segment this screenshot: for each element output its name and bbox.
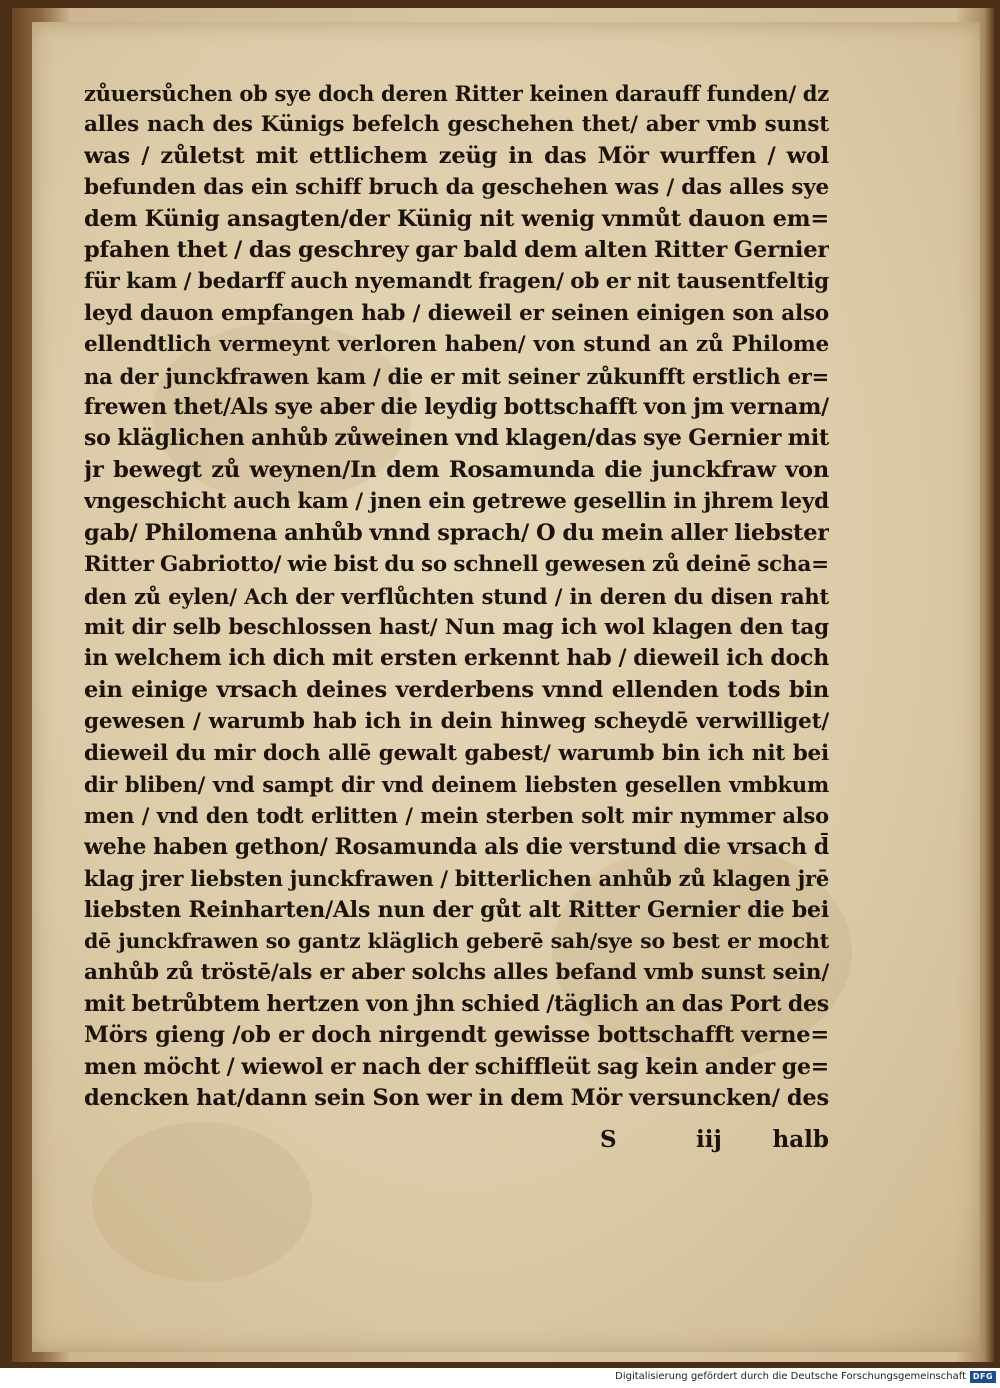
text-line: ellendtlich vermeynt verloren haben/ von stund an zů Philome: [84, 332, 829, 358]
text-line: so kläglichen anhůb zůweinen vnd klagen/das sye Gernier mit: [84, 425, 829, 452]
text-line: klag jrer liebsten junckfrawen / bitterlichen anhůb zů klagen jrē: [84, 866, 829, 892]
text-line: dem Künig ansagten/der Künig nit wenig vnmůt dauon em=: [84, 205, 829, 232]
text-line: jr bewegt zů weynen/In dem Rosamunda die junckfraw von: [84, 456, 829, 483]
text-line: für kam / bedarff auch nyemandt fragen/ ob er nit tausentfeltig: [84, 269, 829, 295]
text-line: vngeschicht auch kam / jnen ein getrewe gesellin in jhrem leyd: [84, 489, 829, 515]
text-line: gab/ Philomena anhůb vnnd sprach/ O du mein aller liebster: [84, 519, 829, 546]
text-line: leyd dauon empfangen hab / dieweil er seinen einigen son also: [84, 300, 829, 326]
text-line: dē junckfrawen so gantz kläglich geberē sah/sye so best er mocht: [84, 928, 829, 953]
body-text: [84, 78, 829, 1114]
funding-credit: Digitalisierung gefördert durch die Deutsche Forschungsgemeinschaft: [615, 1371, 966, 1382]
text-line: wehe haben gethon/ Rosamunda als die verstund die vrsach d̄: [84, 833, 829, 860]
signature-mark: S: [600, 1126, 617, 1153]
text-line: zůuersůchen ob sye doch deren Ritter keinen darauff funden/ dz: [84, 81, 829, 106]
text-line: men möcht / wiewol er nach der schiffleüt sag kein ander ge=: [84, 1053, 829, 1080]
text-line: men / vnd den todt erlitten / mein sterben solt mir nymmer also: [84, 803, 829, 829]
text-line: frewen thet/Als sye aber die leydig bottschafft von jm vernam/: [84, 394, 829, 421]
text-line: pfahen thet / das geschrey gar bald dem alten Ritter Gernier: [84, 237, 829, 264]
text-line: alles nach des Künigs befelch geschehen thet/ aber vmb sunst: [84, 112, 829, 138]
text-line: ein einige vrsach deines verderbens vnnd ellenden tods bin: [84, 676, 829, 703]
text-line: mit betrůbtem hertzen von jhn schied /täglich an das Port des: [84, 990, 829, 1017]
text-line: Mörs gieng /ob er doch nirgendt gewisse bottschafft verne=: [84, 1022, 829, 1049]
page-footer-line: [84, 1126, 829, 1158]
dfg-logo: DFG: [970, 1371, 996, 1383]
text-line: dencken hat/dann sein Son wer in dem Mör versuncken/ des: [84, 1085, 829, 1111]
text-line: na der junckfrawen kam / die er mit seiner zůkunfft erstlich er=: [84, 363, 829, 389]
text-line: mit dir selb beschlossen hast/ Nun mag ich wol klagen den tag: [84, 614, 829, 640]
text-line: Ritter Gabriotto/ wie bist du so schnell gewesen zů deinē scha=: [84, 552, 829, 578]
text-line: befunden das ein schiff bruch da geschehen was / das alles sye: [84, 175, 829, 201]
text-line: den zů eylen/ Ach der verflůchten stund / in deren du disen raht: [84, 583, 829, 609]
text-line: was / zůletst mit ettlichem zeüg in das Mör wurffen / wol: [84, 142, 829, 169]
text-line: dieweil du mir doch allē gewalt gabest/ warumb bin ich nit bei: [84, 740, 829, 766]
text-line: liebsten Reinharten/Als nun der gůt alt Ritter Gernier die bei: [84, 896, 829, 923]
text-line: anhůb zů tröstē/als er aber solchs alles befand vmb sunst sein/: [84, 960, 829, 986]
text-line: in welchem ich dich mit ersten erkennt hab / dieweil ich doch: [84, 645, 829, 672]
sheet-number: iij: [696, 1126, 722, 1153]
catchword: halb: [772, 1126, 829, 1153]
text-line: dir bliben/ vnd sampt dir vnd deinem liebsten gesellen vmbkum: [84, 771, 829, 797]
text-line: gewesen / warumb hab ich in dein hinweg scheydē verwilliget/: [84, 709, 829, 735]
digitization-footer: [0, 1368, 1000, 1388]
